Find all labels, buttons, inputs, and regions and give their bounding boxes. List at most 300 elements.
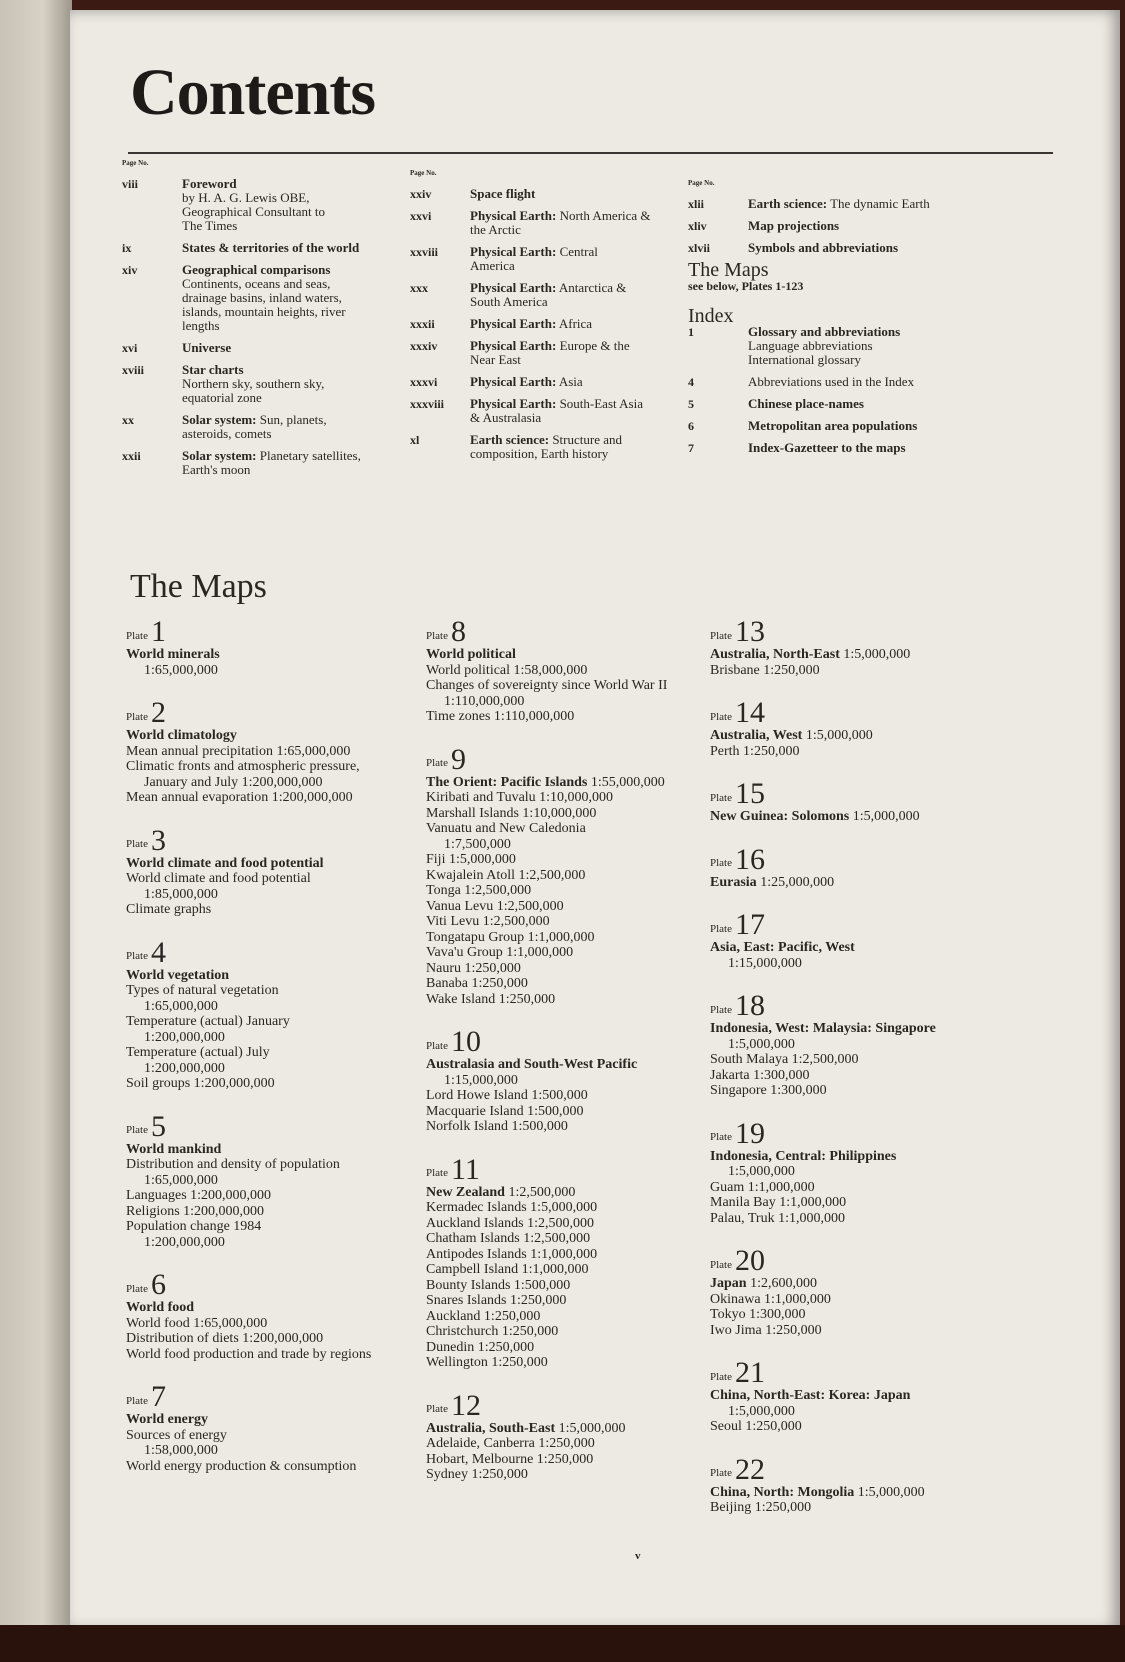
toc-entry-title-rest: Sun, planets, (256, 412, 327, 427)
plate-number: 22 (735, 1452, 765, 1486)
plate-heading (426, 1025, 726, 1057)
plate-heading (710, 1244, 1010, 1276)
toc-entry (688, 219, 988, 233)
toc-column-1 (122, 160, 402, 485)
plate-number: 21 (735, 1356, 765, 1389)
plate-map-line: World energy production & consumption (126, 1458, 357, 1474)
plate-scale: 1:5,000,000 (555, 1420, 626, 1436)
toc-entry-detail: Geographical Consultant to (182, 204, 325, 219)
plate-scale: 1:25,000,000 (756, 874, 835, 890)
plate-title: World food (126, 1300, 195, 1315)
plate-map-line: Fiji 1:5,000,000 (426, 852, 516, 867)
plate-map-line: Vava'u Group 1:1,000,000 (426, 945, 574, 960)
toc-entry-title-rest: Asia (556, 374, 583, 389)
plate-entry (710, 1356, 1010, 1435)
plate-map-line: Iwo Jima 1:250,000 (710, 1322, 822, 1338)
plate-map-line: Mean annual evaporation 1:200,000,000 (126, 790, 353, 805)
plate-scale: 1:5,000,000 (849, 809, 920, 824)
plate-map-line: Kermadec Islands 1:5,000,000 (426, 1200, 598, 1215)
plate-number: 9 (451, 742, 466, 776)
toc-entry-detail: Earth's moon (182, 462, 251, 477)
toc-entry-text (470, 317, 670, 331)
toc-entry-text (182, 341, 382, 355)
plate-number: 8 (451, 615, 466, 648)
plate-title: New Guinea: Solomons (710, 809, 850, 824)
plate-number: 11 (451, 1152, 480, 1186)
plate-word: Plate (126, 1394, 148, 1407)
toc-page-number: xliv (688, 219, 707, 233)
toc-entry-text (182, 177, 382, 233)
toc-entry-title: Solar system: (182, 412, 257, 427)
toc-entry-title-rest: Central (556, 244, 598, 259)
plate-map-line: 1:85,000,000 (144, 886, 218, 902)
plate-map-line: 1:200,000,000 (144, 1060, 225, 1076)
plate-word: Plate (710, 1370, 732, 1383)
toc-page-number: ix (122, 241, 132, 255)
plate-map-line: Viti Levu 1:2,500,000 (426, 914, 550, 929)
plate-title-line (426, 775, 726, 791)
plate-number: 2 (151, 696, 166, 729)
toc-entry-text (748, 325, 948, 367)
plate-map-line: Snares Islands 1:250,000 (426, 1293, 567, 1308)
toc-entry-text (748, 397, 948, 411)
toc-entry-title-line (748, 325, 948, 339)
plate-heading (426, 1389, 726, 1421)
plate-map-line: Types of natural vegetation (126, 983, 279, 998)
page-number-label: Page No. (122, 159, 149, 167)
plate-title-line (710, 1021, 1010, 1037)
toc-entry-title-rest: The dynamic Earth (827, 196, 930, 211)
toc-entry-title-rest: North America & (556, 208, 651, 223)
plate-number: 19 (735, 1116, 765, 1150)
toc-entry-title: Physical Earth: (470, 374, 557, 389)
plate-map-line: Okinawa 1:1,000,000 (710, 1291, 831, 1307)
toc-entry-text (182, 241, 382, 255)
plate-map-line: 1:200,000,000 (144, 1234, 225, 1250)
plate-map-line: Guam 1:1,000,000 (710, 1179, 815, 1195)
toc-entry (410, 187, 690, 201)
plate-title-line (710, 728, 1010, 744)
toc-entry-detail: Continents, oceans and seas, (182, 276, 331, 291)
plate-map-line: Sources of energy (126, 1427, 227, 1443)
plate-map-line: Nauru 1:250,000 (426, 960, 521, 976)
toc-entry-title-line (748, 441, 948, 455)
toc-entry-detail: Near East (470, 352, 521, 367)
plate-map-line: Brisbane 1:250,000 (710, 662, 820, 678)
toc-entry-title-line (182, 341, 382, 355)
toc-entry (122, 263, 402, 333)
plate-map-line: Changes of sovereignty since World War II (426, 678, 668, 693)
toc-maps-heading: The Maps (688, 259, 769, 281)
plate-heading (126, 696, 426, 728)
plate-number: 4 (151, 935, 166, 969)
toc-entry-title-line (470, 375, 670, 389)
toc-entry (122, 177, 402, 233)
plate-map-line: Auckland Islands 1:2,500,000 (426, 1215, 594, 1231)
toc-entry-text (470, 375, 670, 389)
plate-title: Indonesia, West: Malaysia: Singapore (710, 1021, 936, 1036)
toc-entry-title: Symbols and abbreviations (748, 240, 899, 255)
plate-word: Plate (710, 1003, 732, 1016)
plate-map-line: Marshall Islands 1:10,000,000 (426, 805, 597, 821)
toc-entry-title: States & territories of the world (182, 240, 360, 255)
toc-entry-title-line (470, 209, 670, 223)
toc-entry-title-line (182, 241, 382, 255)
toc-entry-title: Physical Earth: (470, 244, 557, 259)
plate-heading (710, 1453, 1010, 1485)
plate-map-line: Beijing 1:250,000 (710, 1500, 812, 1515)
toc-entry-title: Earth science: (748, 196, 828, 211)
toc-entry (688, 325, 988, 367)
plate-map-line: Wellington 1:250,000 (426, 1355, 548, 1370)
plate-title-line (710, 940, 1010, 956)
toc-page-number: xxxii (410, 317, 435, 331)
toc-page-number: xxxvi (410, 375, 438, 389)
toc-entry-title-line (470, 245, 670, 259)
plate-word: Plate (710, 1131, 732, 1143)
toc-entry (688, 375, 988, 389)
toc-entry-detail: & Australasia (470, 410, 542, 425)
plate-map-line: Campbell Island 1:1,000,000 (426, 1262, 589, 1277)
plate-title: Australia, South-East (426, 1420, 556, 1436)
toc-entry-title-line (470, 317, 670, 331)
plate-entry (126, 1268, 426, 1362)
plate-title: Japan (710, 1276, 747, 1291)
plate-number: 5 (151, 1109, 166, 1143)
plate-map-line: 1:15,000,000 (444, 1072, 518, 1088)
toc-entry-title-line (748, 241, 948, 255)
plate-title: Eurasia (710, 874, 757, 890)
plate-map-line: 1:200,000,000 (144, 1029, 225, 1045)
plate-word: Plate (426, 1403, 448, 1415)
toc-column-3 (688, 180, 988, 463)
plate-title-line (426, 1185, 726, 1201)
toc-entry (122, 363, 402, 405)
plate-map-line: World climate and food potential (126, 871, 311, 886)
plate-map-line: 1:5,000,000 (728, 1036, 795, 1052)
plate-entry (426, 615, 726, 725)
plate-title-line (126, 728, 426, 744)
plate-heading (710, 989, 1010, 1021)
plates-column-3 (710, 615, 1010, 1534)
plate-title-line (126, 1300, 426, 1316)
plate-word: Plate (710, 1467, 732, 1479)
plate-heading (710, 1356, 1010, 1388)
plate-map-line: 1:65,000,000 (144, 662, 218, 678)
plate-word: Plate (126, 838, 148, 850)
toc-entry-text (748, 419, 948, 433)
plate-map-line: Auckland 1:250,000 (426, 1308, 541, 1324)
plate-title-line (126, 647, 426, 663)
toc-entry (688, 419, 988, 433)
plate-entry (710, 843, 1010, 891)
toc-entry-detail: islands, mountain heights, river (182, 304, 346, 319)
plate-map-line: Bounty Islands 1:500,000 (426, 1277, 571, 1293)
toc-entry-text (470, 209, 670, 237)
plate-map-line: Tonga 1:2,500,000 (426, 883, 532, 898)
toc-entry (410, 317, 690, 331)
toc-entry-title: Index-Gazetteer to the maps (748, 440, 906, 455)
plate-entry (126, 615, 426, 678)
plate-title-line (710, 1276, 1010, 1292)
toc-page-number: xlii (688, 197, 705, 211)
plate-title: Australasia and South-West Pacific (426, 1057, 638, 1072)
plate-map-line: Religions 1:200,000,000 (126, 1203, 265, 1219)
toc-entry-title-line (182, 413, 382, 427)
plate-title-line (126, 856, 426, 872)
plate-number: 10 (451, 1025, 481, 1058)
plate-map-line: Tongatapu Group 1:1,000,000 (426, 929, 595, 945)
plate-heading (710, 843, 1010, 875)
toc-entry-detail: equatorial zone (182, 390, 262, 405)
plate-heading (426, 615, 726, 647)
plate-title: World climate and food potential (126, 855, 324, 871)
plate-title-line (126, 968, 426, 984)
plate-scale: 1:5,000,000 (854, 1484, 925, 1500)
page-number-label: Page No. (688, 179, 715, 187)
toc-page-number: xxii (122, 449, 141, 463)
plate-map-line: 1:7,500,000 (444, 836, 511, 852)
toc-entry-title-line (748, 197, 948, 211)
plate-title-line (710, 1149, 1010, 1165)
toc-entry-detail: composition, Earth history (470, 446, 609, 461)
plate-map-line: World food 1:65,000,000 (126, 1315, 268, 1331)
toc-entry-title-line (182, 263, 382, 277)
plate-map-line: Temperature (actual) July (126, 1045, 270, 1060)
toc-entry-title-line (470, 281, 670, 295)
toc-entry-text (182, 449, 382, 477)
toc-entry (410, 209, 690, 237)
toc-entry-title: Physical Earth: (470, 280, 557, 295)
toc-page-number: xxvi (410, 209, 432, 223)
plate-word: Plate (710, 922, 732, 935)
plate-map-line: 1:58,000,000 (144, 1443, 218, 1458)
plate-word: Plate (126, 950, 148, 962)
toc-entry (688, 441, 988, 455)
toc-page-number: xxviii (410, 245, 439, 259)
plates-column-1 (126, 615, 426, 1492)
plate-word: Plate (126, 710, 148, 723)
toc-entry-title-line (748, 419, 948, 433)
plate-map-line: Manila Bay 1:1,000,000 (710, 1195, 847, 1210)
plate-map-line: Perth 1:250,000 (710, 743, 800, 759)
plate-heading (126, 824, 426, 856)
toc-entry-title-line (470, 187, 670, 201)
toc-entry-title-line (470, 433, 670, 447)
plate-title: China, North-East: Korea: Japan (710, 1388, 911, 1403)
plate-entry (710, 696, 1010, 759)
plate-title-line (710, 875, 1010, 891)
toc-page-number: xxxviii (410, 397, 445, 411)
plate-map-line: Jakarta 1:300,000 (710, 1067, 810, 1083)
plate-word: Plate (710, 857, 732, 869)
toc-entry (410, 433, 690, 461)
plate-entry (710, 1453, 1010, 1516)
plate-entry (710, 615, 1010, 678)
plate-entry (710, 908, 1010, 971)
plate-map-line: 1:5,000,000 (728, 1164, 795, 1179)
plate-map-line: Seoul 1:250,000 (710, 1419, 802, 1434)
plate-map-line: Tokyo 1:300,000 (710, 1307, 806, 1322)
plate-entry (426, 743, 726, 1008)
plate-number: 17 (735, 908, 765, 941)
toc-entry-text (748, 241, 948, 255)
plate-word: Plate (126, 629, 148, 642)
plate-title-line (710, 809, 1010, 825)
plate-title-line (710, 1388, 1010, 1404)
plate-word: Plate (710, 629, 732, 642)
plate-title: World mankind (126, 1141, 222, 1157)
table-surface (0, 1625, 1125, 1662)
plate-word: Plate (426, 1039, 448, 1052)
plate-map-line: Distribution and density of population (126, 1157, 340, 1172)
plate-entry (426, 1025, 726, 1135)
plate-title-line (426, 1057, 726, 1073)
plate-number: 18 (735, 989, 765, 1022)
plate-scale: 1:2,500,000 (504, 1184, 576, 1200)
toc-entry-title: Physical Earth: (470, 208, 557, 223)
plate-number: 3 (151, 823, 166, 857)
plate-map-line: World food production and trade by regions (126, 1346, 372, 1362)
toc-entry (122, 241, 402, 255)
toc-entry-text (470, 281, 670, 309)
index-heading: Index (688, 305, 734, 327)
toc-page-number: viii (122, 177, 139, 191)
toc-entry-detail: America (470, 258, 515, 273)
plate-number: 14 (735, 696, 765, 729)
toc-page-number: xl (410, 433, 420, 447)
plate-entry (710, 777, 1010, 825)
plate-map-line: Dunedin 1:250,000 (426, 1339, 535, 1355)
plate-map-line: Hobart, Melbourne 1:250,000 (426, 1451, 594, 1467)
toc-entry-title: Solar system: (182, 448, 257, 463)
plate-map-line: Banaba 1:250,000 (426, 976, 528, 991)
toc-entry-title: Space flight (470, 186, 536, 201)
toc-entry-detail: the Arctic (470, 222, 521, 237)
toc-entry-title: Metropolitan area populations (748, 418, 918, 433)
toc-entry-title-rest: Antarctica & (556, 280, 627, 295)
plate-heading (126, 1268, 426, 1300)
toc-page-number: xxiv (410, 187, 432, 201)
toc-entry-detail: drainage basins, inland waters, (182, 290, 342, 305)
toc-entry-text (182, 413, 382, 441)
plate-map-line: 1:65,000,000 (144, 998, 218, 1014)
plate-map-line: 1:110,000,000 (444, 693, 525, 709)
toc-entry (122, 449, 402, 477)
toc-entry-title-rest: Structure and (549, 432, 622, 447)
plate-map-line: 1:5,000,000 (728, 1403, 795, 1419)
plate-map-line: 1:15,000,000 (728, 955, 802, 971)
toc-entry (122, 341, 402, 355)
toc-entry (410, 397, 690, 425)
plate-scale: 1:5,000,000 (802, 728, 873, 743)
toc-page-number: 6 (688, 419, 694, 433)
plate-entry (126, 936, 426, 1092)
toc-entry (410, 281, 690, 309)
plate-heading (426, 743, 726, 775)
plate-map-line: Vanuatu and New Caledonia (426, 821, 586, 836)
plate-number: 20 (735, 1244, 765, 1277)
toc-entry-title: Star charts (182, 362, 244, 377)
plate-title: Australia, North-East (710, 647, 840, 662)
plate-map-line: Chatham Islands 1:2,500,000 (426, 1231, 591, 1246)
plate-map-line: January and July 1:200,000,000 (144, 774, 323, 790)
plate-heading (710, 908, 1010, 940)
toc-entry-title: Physical Earth: (470, 338, 557, 353)
plate-word: Plate (426, 1167, 448, 1179)
plate-heading (710, 777, 1010, 809)
plate-word: Plate (710, 710, 732, 723)
toc-entry-title: Geographical comparisons (182, 262, 331, 277)
plate-map-line: Macquarie Island 1:500,000 (426, 1103, 584, 1119)
plate-map-line: Antipodes Islands 1:1,000,000 (426, 1246, 598, 1262)
toc-entry-title-line (748, 397, 948, 411)
plate-word: Plate (710, 791, 732, 804)
toc-page-number: 1 (688, 325, 694, 339)
toc-entry (410, 375, 690, 389)
plate-heading (126, 1110, 426, 1142)
toc-entry-text (748, 375, 948, 389)
plate-number: 7 (151, 1380, 166, 1413)
toc-entry-text (470, 339, 670, 367)
toc-entry (410, 339, 690, 367)
plate-scale: 1:5,000,000 (839, 647, 911, 662)
plate-heading (710, 1117, 1010, 1149)
plate-map-line: Languages 1:200,000,000 (126, 1188, 272, 1203)
page-number-label: Page No. (410, 169, 437, 177)
toc-page-number: xvi (122, 341, 138, 355)
plate-number: 15 (735, 777, 765, 810)
toc-entry-text (748, 441, 948, 455)
plate-title-line (426, 1421, 726, 1437)
plate-number: 13 (735, 615, 765, 648)
plate-entry (710, 1244, 1010, 1338)
toc-entry-title-rest: Africa (556, 316, 593, 331)
title-rule (128, 152, 1053, 154)
toc-entry (688, 241, 988, 255)
plate-map-line: Population change 1984 (126, 1219, 262, 1234)
toc-entry-text (470, 245, 670, 273)
plate-title: The Orient: Pacific Islands (426, 774, 588, 790)
toc-entry-title-line (182, 449, 382, 463)
plate-title: New Zealand (426, 1184, 505, 1200)
plate-scale: 1:2,600,000 (746, 1276, 817, 1291)
plate-map-line: Singapore 1:300,000 (710, 1083, 827, 1098)
plate-word: Plate (426, 629, 448, 642)
toc-entry-text (748, 197, 948, 211)
toc-entry-title: Physical Earth: (470, 396, 557, 411)
toc-column-2 (410, 170, 690, 469)
plate-entry (426, 1389, 726, 1483)
plate-map-line: World political 1:58,000,000 (426, 662, 588, 678)
plate-heading (126, 1380, 426, 1412)
toc-entry-title-rest: Abbreviations used in the Index (748, 374, 915, 389)
toc-entry-title: Foreword (182, 176, 237, 191)
toc-page-number: xxxiv (410, 339, 438, 353)
plate-word: Plate (126, 1282, 148, 1295)
toc-page-number: xviii (122, 363, 145, 377)
plate-map-line: Adelaide, Canberra 1:250,000 (426, 1436, 595, 1451)
plate-map-line: Lord Howe Island 1:500,000 (426, 1088, 588, 1103)
plate-map-line: Norfolk Island 1:500,000 (426, 1119, 568, 1134)
toc-entry-text (470, 433, 670, 461)
plate-entry (126, 1380, 426, 1474)
toc-entry-title: Earth science: (470, 432, 550, 447)
toc-entry-detail: The Times (182, 218, 238, 233)
facing-page-edge (0, 0, 72, 1662)
plate-title-line (426, 647, 726, 663)
plate-heading (426, 1153, 726, 1185)
